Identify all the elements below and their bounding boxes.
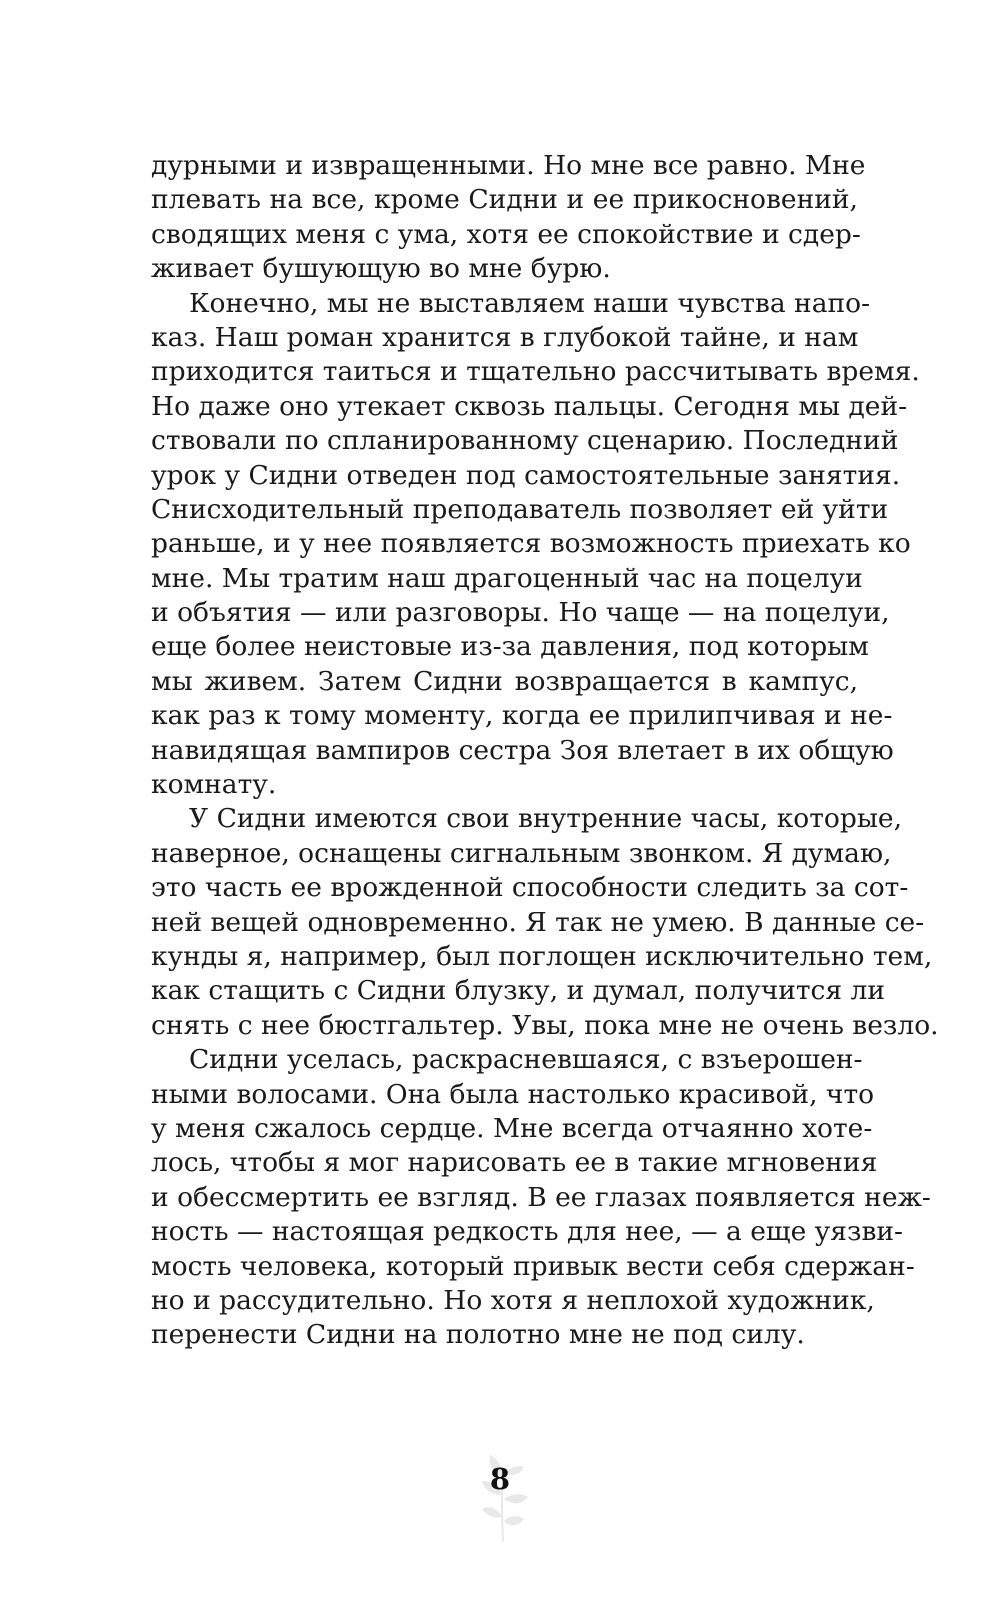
text-line: ными волосами. Она была настолько красивой, что [151, 1078, 875, 1110]
page-number: 8 [489, 1462, 511, 1496]
text-line: кунды я, например, был поглощен исключительно тем, [151, 940, 933, 972]
paragraph-4 [151, 1043, 931, 1353]
paragraph-3 [151, 802, 939, 1043]
text-line: сводящих меня с ума, хотя ее спокойствие и сдер- [151, 218, 861, 250]
text-line: и обессмертить ее взгляд. В ее глазах появляется неж- [151, 1181, 931, 1213]
text-line: и объятия — или разговоры. Но чаще — на поцелуи, [151, 597, 890, 629]
text-line: как раз к тому моменту, когда ее прилипчивая и не- [151, 700, 893, 732]
text-line: приходится таиться и тщательно рассчитывать время. [151, 356, 920, 388]
text-line: каз. Наш роман хранится в глубокой тайне, и нам [151, 321, 859, 353]
text-line: но и рассудительно. Но хотя я неплохой художник, [151, 1284, 875, 1316]
paragraph-1 [151, 149, 866, 287]
text-line: ствовали по спланированному сценарию. Последний [151, 425, 899, 457]
paragraph-2 [151, 287, 920, 803]
text-line: урок у Сидни отведен под самостоятельные занятия. [151, 459, 901, 491]
body-text [151, 149, 939, 1353]
text-line: это часть ее врожденной способности следить за сот- [151, 872, 909, 904]
text-line: У Сидни имеются свои внутренние часы, которые, [189, 803, 903, 835]
text-line: наверное, оснащены сигнальным звонком. Я думаю, [151, 837, 892, 869]
text-line: мне. Мы тратим наш драгоценный час на поцелуи [151, 562, 863, 594]
text-line: как стащить с Сидни блузку, и думал, получится ли [151, 975, 886, 1007]
page-footer [0, 1462, 1000, 1496]
text-line: комнату. [151, 769, 277, 801]
text-line: Снисходительный преподаватель позволяет ей уйти [151, 493, 889, 525]
text-line: снять с нее бюстгальтер. Увы, пока мне не очень везло. [151, 1009, 939, 1041]
text-line: плевать на все, кроме Сидни и ее прикосновений, [151, 184, 858, 216]
text-line: перенести Сидни на полотно мне не под силу. [151, 1319, 805, 1351]
text-line: у меня сжалось сердце. Мне всегда отчаянно хоте- [151, 1112, 873, 1144]
text-line: Сидни уселась, раскрасневшаяся, с взъерошен- [189, 1044, 863, 1076]
text-line: раньше, и у нее появляется возможность приехать ко [151, 528, 911, 560]
text-line: Конечно, мы не выставляем наши чувства напо- [189, 287, 871, 319]
text-line: дурными и извращенными. Но мне все равно. Мне [151, 150, 866, 181]
text-line: еще более неистовые из-за давления, под которым [151, 631, 869, 663]
text-line: ность — настоящая редкость для нее, — а еще уязви- [151, 1216, 903, 1248]
text-line: навидящая вампиров сестра Зоя влетает в их общую [151, 734, 894, 766]
text-line: мость человека, который привык вести себя сдержан- [151, 1250, 915, 1282]
text-line: ней вещей одновременно. Я так не умею. В данные се- [151, 906, 925, 938]
text-line: Но даже оно утекает сквозь пальцы. Сегодня мы дей- [151, 390, 908, 422]
text-line: живает бушующую во мне бурю. [151, 253, 611, 285]
text-line: лось, чтобы я мог нарисовать ее в такие мгновения [151, 1147, 878, 1179]
text-line: мы живем. Затем Сидни возвращается в кампус, [151, 665, 858, 697]
